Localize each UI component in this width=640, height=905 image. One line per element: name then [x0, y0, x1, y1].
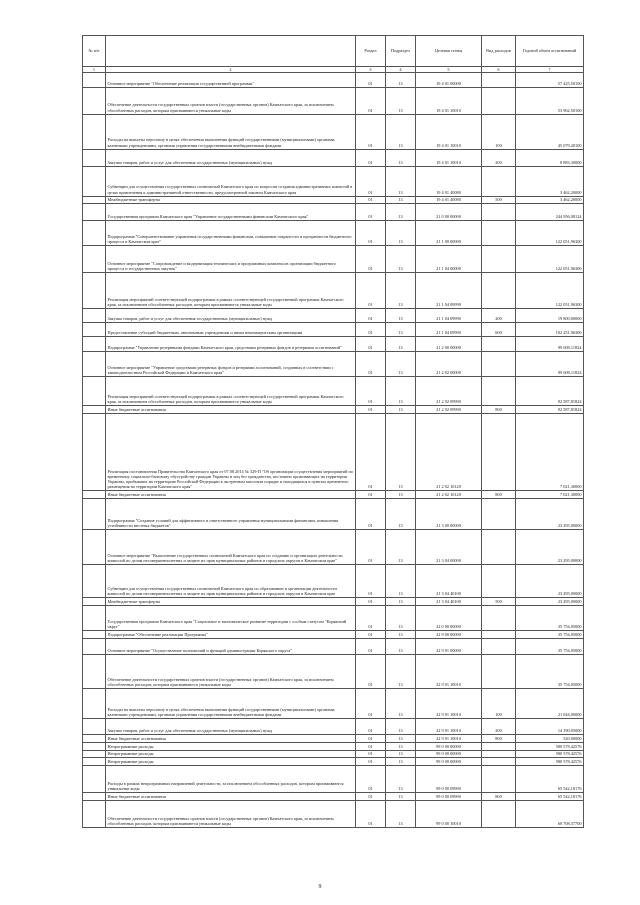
table-row: [83, 734, 584, 742]
row-section-cell: 01: [356, 800, 386, 827]
row-amount-cell: 65 542,18176: [516, 766, 584, 793]
row-amount-cell: 19 800,00000: [516, 309, 584, 323]
row-subsection-cell: 13: [386, 750, 416, 758]
row-name-cell: Предоставление субсидий бюджетным, автономным учреждениям и иным некоммерческим организациям: [106, 323, 356, 337]
column-number: 5: [416, 66, 482, 72]
row-subsection-cell: 13: [386, 166, 416, 196]
table-row: [83, 196, 584, 204]
table-row: [83, 377, 584, 406]
row-section-cell: 01: [356, 246, 386, 273]
row-number-cell: [83, 565, 106, 598]
header-num: № п/п: [83, 36, 106, 67]
row-subsection-cell: 13: [386, 734, 416, 742]
row-number-cell: [83, 204, 106, 221]
row-number-cell: [83, 688, 106, 718]
row-exptype-cell: [482, 72, 516, 87]
table-row: [83, 246, 584, 273]
row-section-cell: 01: [356, 750, 386, 758]
row-amount-cell: 23 295,00000: [516, 598, 584, 606]
row-amount-cell: 35 754,05000: [516, 638, 584, 654]
row-subsection-cell: 13: [386, 406, 416, 414]
column-number: 6: [482, 66, 516, 72]
row-subsection-cell: 13: [386, 631, 416, 639]
row-article-cell: 19 4 01 10010: [416, 114, 482, 149]
row-amount-cell: 92 587,81824: [516, 377, 584, 406]
row-article-cell: 21 2 00 00000: [416, 337, 482, 352]
row-article-cell: 21 0 00 00000: [416, 204, 482, 221]
row-name-cell: Непрограммные расходы: [106, 742, 356, 750]
row-article-cell: 21 3 00 00000: [416, 499, 482, 530]
row-subsection-cell: 13: [386, 606, 416, 631]
row-subsection-cell: 13: [386, 114, 416, 149]
row-article-cell: 19 4 01 10010: [416, 149, 482, 166]
row-number-cell: [83, 800, 106, 827]
row-exptype-cell: [482, 166, 516, 196]
row-article-cell: 21 1 00 00000: [416, 221, 482, 246]
header-subsection: Подраздел: [386, 36, 416, 67]
row-exptype-cell: [482, 750, 516, 758]
row-subsection-cell: 13: [386, 688, 416, 718]
table-row: [83, 499, 584, 530]
row-article-cell: 99 0 00 00000: [416, 750, 482, 758]
row-name-cell: Расходы в рамках непрограммных направлений деятельности, за исключением обособленных расходов, которым присваиваются уникальные коды: [106, 766, 356, 793]
row-name-cell: Реализация постановления Правительства Камчатского края от 07.08.2014 № 329-П "Об организации осуществления мероприятий по временному социально-бытовому обустройству граждан Украины и лиц без гражданства, постоянно проживающих на территории Украины, прибывших на территорию Российской Федерации в экстренном массовом порядке и находящихся в пунктах временного размещения на территории Камчатского края": [106, 414, 356, 491]
row-number-cell: [83, 491, 106, 499]
row-section-cell: 01: [356, 758, 386, 766]
row-name-cell: Межбюджетные трансферты: [106, 598, 356, 606]
row-article-cell: 99 0 00 00000: [416, 758, 482, 766]
header-section: Раздел: [356, 36, 386, 67]
row-amount-cell: 35 754,05000: [516, 654, 584, 688]
row-article-cell: 99 0 00 00000: [416, 742, 482, 750]
row-name-cell: Реализация мероприятий соответствующей подпрограммы в рамках соответствующей государственной программы Камчатского края, за исключением обособленных расходов, которым присваиваются уникальные коды: [106, 377, 356, 406]
row-section-cell: 01: [356, 166, 386, 196]
row-amount-cell: 99 609,11824: [516, 337, 584, 352]
table-row: [83, 273, 584, 309]
row-amount-cell: 102 251,96300: [516, 323, 584, 337]
row-article-cell: 19 4 01 00000: [416, 72, 482, 87]
row-name-cell: Обеспечение деятельности государственных органов власти (государственных органов) Камчатского края, за исключением обособленных расходов, которым присваиваются уникальные коды: [106, 654, 356, 688]
row-number-cell: [83, 766, 106, 793]
table-row: [83, 323, 584, 337]
row-amount-cell: 21 044,00000: [516, 688, 584, 718]
column-number: 7: [516, 66, 584, 72]
row-number-cell: [83, 87, 106, 114]
row-article-cell: 22 9 01 10010: [416, 718, 482, 734]
row-number-cell: [83, 246, 106, 273]
row-subsection-cell: 13: [386, 758, 416, 766]
row-number-cell: [83, 196, 106, 204]
column-number: 3: [356, 66, 386, 72]
table-row: [83, 221, 584, 246]
row-subsection-cell: 13: [386, 766, 416, 793]
row-number-cell: [83, 337, 106, 352]
row-number-cell: [83, 72, 106, 87]
row-article-cell: 99 0 00 09990: [416, 793, 482, 801]
row-amount-cell: 53 962,50100: [516, 87, 584, 114]
row-section-cell: 01: [356, 742, 386, 750]
row-amount-cell: 580 578,42576: [516, 750, 584, 758]
header-name: [106, 36, 356, 67]
row-subsection-cell: 13: [386, 196, 416, 204]
row-name-cell: Государственная программа Камчатского края "Социальное и экономическое развитие территории с особым статусом "Корякский округ": [106, 606, 356, 631]
column-number: 1: [83, 66, 106, 72]
row-name-cell: Основное мероприятие "Осуществление полномочий и функций администрации Корякского округа": [106, 638, 356, 654]
table-row: [83, 631, 584, 639]
row-exptype-cell: [482, 631, 516, 639]
row-subsection-cell: 13: [386, 414, 416, 491]
row-subsection-cell: 13: [386, 246, 416, 273]
row-amount-cell: 92 587,81824: [516, 406, 584, 414]
row-amount-cell: 122 051,96300: [516, 221, 584, 246]
table-row: [83, 352, 584, 377]
row-article-cell: 19 4 01 40080: [416, 196, 482, 204]
row-amount-cell: 580 578,42576: [516, 742, 584, 750]
row-section-cell: 01: [356, 491, 386, 499]
row-amount-cell: 14 190,05000: [516, 718, 584, 734]
row-subsection-cell: 13: [386, 638, 416, 654]
row-exptype-cell: [482, 565, 516, 598]
row-subsection-cell: 13: [386, 654, 416, 688]
header-article: Целевая статья: [416, 36, 482, 67]
row-amount-cell: 580 578,42576: [516, 758, 584, 766]
table-row: [83, 114, 584, 149]
table-row: [83, 309, 584, 323]
row-amount-cell: 23 295,00000: [516, 530, 584, 565]
row-exptype-cell: [482, 414, 516, 491]
row-section-cell: 01: [356, 406, 386, 414]
row-exptype-cell: 800: [482, 793, 516, 801]
row-subsection-cell: 13: [386, 221, 416, 246]
row-article-cell: 21 1 04 09990: [416, 273, 482, 309]
row-article-cell: 99 0 00 09990: [416, 766, 482, 793]
row-article-cell: 22 9 01 10010: [416, 654, 482, 688]
row-section-cell: 01: [356, 114, 386, 149]
table-row: [83, 491, 584, 499]
row-article-cell: 22 9 01 10010: [416, 734, 482, 742]
row-amount-cell: 122 051,96300: [516, 273, 584, 309]
row-section-cell: 01: [356, 638, 386, 654]
row-section-cell: 01: [356, 309, 386, 323]
row-number-cell: [83, 377, 106, 406]
row-exptype-cell: 200: [482, 718, 516, 734]
row-name-cell: Обеспечение деятельности государственных органов власти (государственных органов) Камчатского края, за исключением обособленных расходов, которым присваиваются уникальные коды: [106, 87, 356, 114]
row-number-cell: [83, 273, 106, 309]
table-row: [83, 406, 584, 414]
row-amount-cell: 122 051,96300: [516, 246, 584, 273]
row-subsection-cell: 13: [386, 149, 416, 166]
row-amount-cell: 244 956,08124: [516, 204, 584, 221]
column-number: 2: [106, 66, 356, 72]
row-article-cell: 21 1 04 09990: [416, 309, 482, 323]
row-exptype-cell: [482, 377, 516, 406]
table-row: [83, 750, 584, 758]
row-name-cell: Реализация мероприятий соответствующей подпрограммы в рамках соответствующей государственной программы Камчатского края, за исключением обособленных расходов, которым присваиваются уникальные коды: [106, 273, 356, 309]
row-name-cell: Иные бюджетные ассигнования: [106, 734, 356, 742]
row-exptype-cell: [482, 530, 516, 565]
row-section-cell: 01: [356, 323, 386, 337]
row-name-cell: Подпрограмма "Управление резервными фондами Камчатского края, средствами резервных фондов и резервами ассигнований": [106, 337, 356, 352]
table-row: [83, 766, 584, 793]
row-name-cell: Основное мероприятие "Сопровождение и модернизация технических и программных комплексов организации бюджетного процесса и государственных закупок": [106, 246, 356, 273]
row-subsection-cell: 13: [386, 323, 416, 337]
row-article-cell: 21 2 02 00000: [416, 352, 482, 377]
row-number-cell: [83, 309, 106, 323]
table-row: [83, 638, 584, 654]
row-number-cell: [83, 149, 106, 166]
row-exptype-cell: 800: [482, 406, 516, 414]
row-section-cell: 01: [356, 377, 386, 406]
table-row: [83, 718, 584, 734]
row-article-cell: 22 0 00 00000: [416, 606, 482, 631]
row-exptype-cell: [482, 742, 516, 750]
row-article-cell: 99 0 00 10010: [416, 800, 482, 827]
table-row: [83, 688, 584, 718]
row-section-cell: 01: [356, 718, 386, 734]
row-section-cell: 01: [356, 352, 386, 377]
header-amount: Годовой объем ассигнований: [516, 36, 584, 67]
table-row: [83, 758, 584, 766]
row-subsection-cell: 13: [386, 337, 416, 352]
row-amount-cell: 99 609,11824: [516, 352, 584, 377]
row-article-cell: 21 3 04 00000: [416, 530, 482, 565]
row-name-cell: Расходы на выплаты персоналу в целях обеспечения выполнения функций государственными (муниципальными) органами, казенными учреждениями, органами управления государственными внебюджетными фондами: [106, 114, 356, 149]
row-name-cell: Подпрограмма "Создание условий для эффективного и ответственного управления муниципальными финансами, повышения устойчивости местных бюджетов": [106, 499, 356, 530]
row-section-cell: 01: [356, 734, 386, 742]
row-name-cell: Обеспечение деятельности государственных органов власти (государственных органов) Камчатского края, за исключением обособленных расходов, которым присваиваются уникальные коды: [106, 800, 356, 827]
table-row: [83, 337, 584, 352]
table-row: [83, 72, 584, 87]
row-subsection-cell: 13: [386, 72, 416, 87]
row-number-cell: [83, 654, 106, 688]
row-article-cell: 21 2 02 10120: [416, 414, 482, 491]
row-number-cell: [83, 166, 106, 196]
row-section-cell: 01: [356, 414, 386, 491]
row-exptype-cell: 800: [482, 491, 516, 499]
row-amount-cell: 7 021,30000: [516, 491, 584, 499]
row-name-cell: Закупка товаров, работ и услуг для обеспечения государственных (муниципальных) нужд: [106, 309, 356, 323]
row-number-cell: [83, 114, 106, 149]
row-exptype-cell: 800: [482, 734, 516, 742]
row-exptype-cell: [482, 766, 516, 793]
row-article-cell: 22 9 01 00000: [416, 638, 482, 654]
row-exptype-cell: 500: [482, 196, 516, 204]
row-subsection-cell: 13: [386, 565, 416, 598]
row-section-cell: 01: [356, 766, 386, 793]
row-exptype-cell: [482, 273, 516, 309]
row-amount-cell: 57 425,50100: [516, 72, 584, 87]
header-row: [83, 36, 584, 67]
row-article-cell: 21 3 04 40100: [416, 565, 482, 598]
row-exptype-cell: [482, 654, 516, 688]
row-article-cell: 19 4 01 40080: [416, 166, 482, 196]
row-article-cell: 21 2 02 09990: [416, 377, 482, 406]
row-section-cell: 01: [356, 565, 386, 598]
row-article-cell: 22 9 00 00000: [416, 631, 482, 639]
row-section-cell: 01: [356, 204, 386, 221]
row-number-cell: [83, 323, 106, 337]
row-section-cell: 01: [356, 273, 386, 309]
row-name-cell: Основное мероприятие "Управление средствами резервных фондов и резервами ассигнований, созданных в соответствии с законодательством Российской Федерации и Камчатского края": [106, 352, 356, 377]
row-name-cell: Непрограммные расходы: [106, 750, 356, 758]
row-article-cell: 21 1 04 09990: [416, 323, 482, 337]
row-amount-cell: 7 021,30000: [516, 414, 584, 491]
row-subsection-cell: 13: [386, 530, 416, 565]
table-row: [83, 87, 584, 114]
row-exptype-cell: 100: [482, 114, 516, 149]
row-exptype-cell: 600: [482, 323, 516, 337]
row-article-cell: 21 2 02 10120: [416, 491, 482, 499]
row-article-cell: 21 1 04 00000: [416, 246, 482, 273]
row-exptype-cell: 500: [482, 598, 516, 606]
table-row: [83, 742, 584, 750]
row-exptype-cell: [482, 638, 516, 654]
row-amount-cell: 8 883,30000: [516, 149, 584, 166]
row-subsection-cell: 13: [386, 718, 416, 734]
row-section-cell: 01: [356, 654, 386, 688]
row-amount-cell: 45 079,20100: [516, 114, 584, 149]
row-name-cell: Иные бюджетные ассигнования: [106, 406, 356, 414]
row-amount-cell: 520,00000: [516, 734, 584, 742]
row-subsection-cell: 13: [386, 309, 416, 323]
row-article-cell: 22 9 01 10010: [416, 688, 482, 718]
row-subsection-cell: 13: [386, 793, 416, 801]
row-amount-cell: 65 542,18176: [516, 793, 584, 801]
row-section-cell: 01: [356, 598, 386, 606]
row-subsection-cell: 13: [386, 87, 416, 114]
row-number-cell: [83, 793, 106, 801]
row-amount-cell: 3 462,20000: [516, 166, 584, 196]
row-number-cell: [83, 414, 106, 491]
row-amount-cell: 23 295,00000: [516, 565, 584, 598]
row-name-cell: Иные бюджетные ассигнования: [106, 491, 356, 499]
page-number: 9: [318, 884, 322, 890]
table-row: [83, 149, 584, 166]
row-name-cell: Подпрограмма "Совершенствование управления государственными финансами, повышение открытости и прозрачности бюджетного процесса в Камчатском крае": [106, 221, 356, 246]
row-subsection-cell: 13: [386, 800, 416, 827]
row-subsection-cell: 13: [386, 598, 416, 606]
row-section-cell: 01: [356, 149, 386, 166]
row-article-cell: 19 4 01 10010: [416, 87, 482, 114]
table-body: [83, 72, 584, 827]
row-name-cell: Субвенции для осуществления государственных полномочий Камчатского края по образованию и организации деятельности комиссий по делам несовершеннолетних и защите их прав муниципальных районов и городских округов в Камчатском крае: [106, 565, 356, 598]
row-name-cell: Межбюджетные трансферты: [106, 196, 356, 204]
row-article-cell: 21 2 02 09990: [416, 406, 482, 414]
row-name-cell: Основное мероприятие "Выполнение государственных полномочий Камчатского края по созданию и организации деятельности комиссий по делам несовершеннолетних и защите их прав муниципальных районов и городских округов в Камчатском крае": [106, 530, 356, 565]
row-section-cell: 01: [356, 72, 386, 87]
row-number-cell: [83, 352, 106, 377]
row-subsection-cell: 13: [386, 204, 416, 221]
row-exptype-cell: [482, 758, 516, 766]
row-section-cell: 01: [356, 688, 386, 718]
table-row: [83, 654, 584, 688]
row-name-cell: Непрограммные расходы: [106, 758, 356, 766]
table-row: [83, 598, 584, 606]
row-exptype-cell: 200: [482, 149, 516, 166]
row-article-cell: 21 3 04 40100: [416, 598, 482, 606]
row-name-cell: Иные бюджетные ассигнования: [106, 793, 356, 801]
table-row: [83, 166, 584, 196]
header-exptype: Вид расходов: [482, 36, 516, 67]
row-subsection-cell: 13: [386, 499, 416, 530]
row-name-cell: Расходы на выплаты персоналу в целях обеспечения выполнения функций государственными (муниципальными) органами, казенными учреждениями, органами управления государственными внебюджетными фондами: [106, 688, 356, 718]
row-number-cell: [83, 750, 106, 758]
row-section-cell: 01: [356, 196, 386, 204]
row-number-cell: [83, 221, 106, 246]
row-exptype-cell: 100: [482, 688, 516, 718]
row-number-cell: [83, 758, 106, 766]
row-exptype-cell: [482, 204, 516, 221]
row-number-cell: [83, 718, 106, 734]
row-name-cell: Подпрограмма "Обеспечение реализации Программы": [106, 631, 356, 639]
row-name-cell: Закупка товаров, работ и услуг для обеспечения государственных (муниципальных) нужд: [106, 149, 356, 166]
row-exptype-cell: [482, 221, 516, 246]
row-section-cell: 01: [356, 221, 386, 246]
row-number-cell: [83, 598, 106, 606]
row-subsection-cell: 13: [386, 491, 416, 499]
row-exptype-cell: [482, 606, 516, 631]
table-row: [83, 204, 584, 221]
row-exptype-cell: [482, 246, 516, 273]
row-number-cell: [83, 406, 106, 414]
row-number-cell: [83, 499, 106, 530]
row-name-cell: Основное мероприятие "Обеспечение реализации государственной программы": [106, 72, 356, 87]
row-section-cell: 01: [356, 87, 386, 114]
row-exptype-cell: [482, 352, 516, 377]
row-subsection-cell: 13: [386, 273, 416, 309]
table-row: [83, 530, 584, 565]
row-amount-cell: 23 295,00000: [516, 499, 584, 530]
row-number-cell: [83, 742, 106, 750]
row-section-cell: 01: [356, 631, 386, 639]
row-section-cell: 01: [356, 499, 386, 530]
row-subsection-cell: 13: [386, 352, 416, 377]
row-name-cell: Субвенции для осуществления государственных полномочий Камчатского края по вопросам создания административных комиссий в целях привлечения к административной ответственности, предусмотренной законом Камчатского края: [106, 166, 356, 196]
row-section-cell: 01: [356, 793, 386, 801]
table-row: [83, 793, 584, 801]
row-name-cell: Государственная программа Камчатского края "Управление государственными финансами Камчатского края": [106, 204, 356, 221]
row-section-cell: 01: [356, 530, 386, 565]
row-number-cell: [83, 638, 106, 654]
column-number: 4: [386, 66, 416, 72]
table-row: [83, 565, 584, 598]
row-exptype-cell: [482, 499, 516, 530]
row-amount-cell: 60 708,37700: [516, 800, 584, 827]
row-amount-cell: 35 754,05000: [516, 631, 584, 639]
table-row: [83, 414, 584, 491]
row-number-cell: [83, 606, 106, 631]
row-number-cell: [83, 631, 106, 639]
row-subsection-cell: 13: [386, 742, 416, 750]
row-exptype-cell: [482, 87, 516, 114]
row-name-cell: Закупка товаров, работ и услуг для обеспечения государственных (муниципальных) нужд: [106, 718, 356, 734]
budget-table: [82, 35, 584, 828]
row-exptype-cell: [482, 337, 516, 352]
row-number-cell: [83, 734, 106, 742]
row-section-cell: 01: [356, 606, 386, 631]
row-exptype-cell: [482, 800, 516, 827]
row-number-cell: [83, 530, 106, 565]
row-amount-cell: 3 462,20000: [516, 196, 584, 204]
row-amount-cell: 35 754,05000: [516, 606, 584, 631]
table-row: [83, 800, 584, 827]
row-subsection-cell: 13: [386, 377, 416, 406]
table-row: [83, 606, 584, 631]
row-exptype-cell: 200: [482, 309, 516, 323]
row-section-cell: 01: [356, 337, 386, 352]
